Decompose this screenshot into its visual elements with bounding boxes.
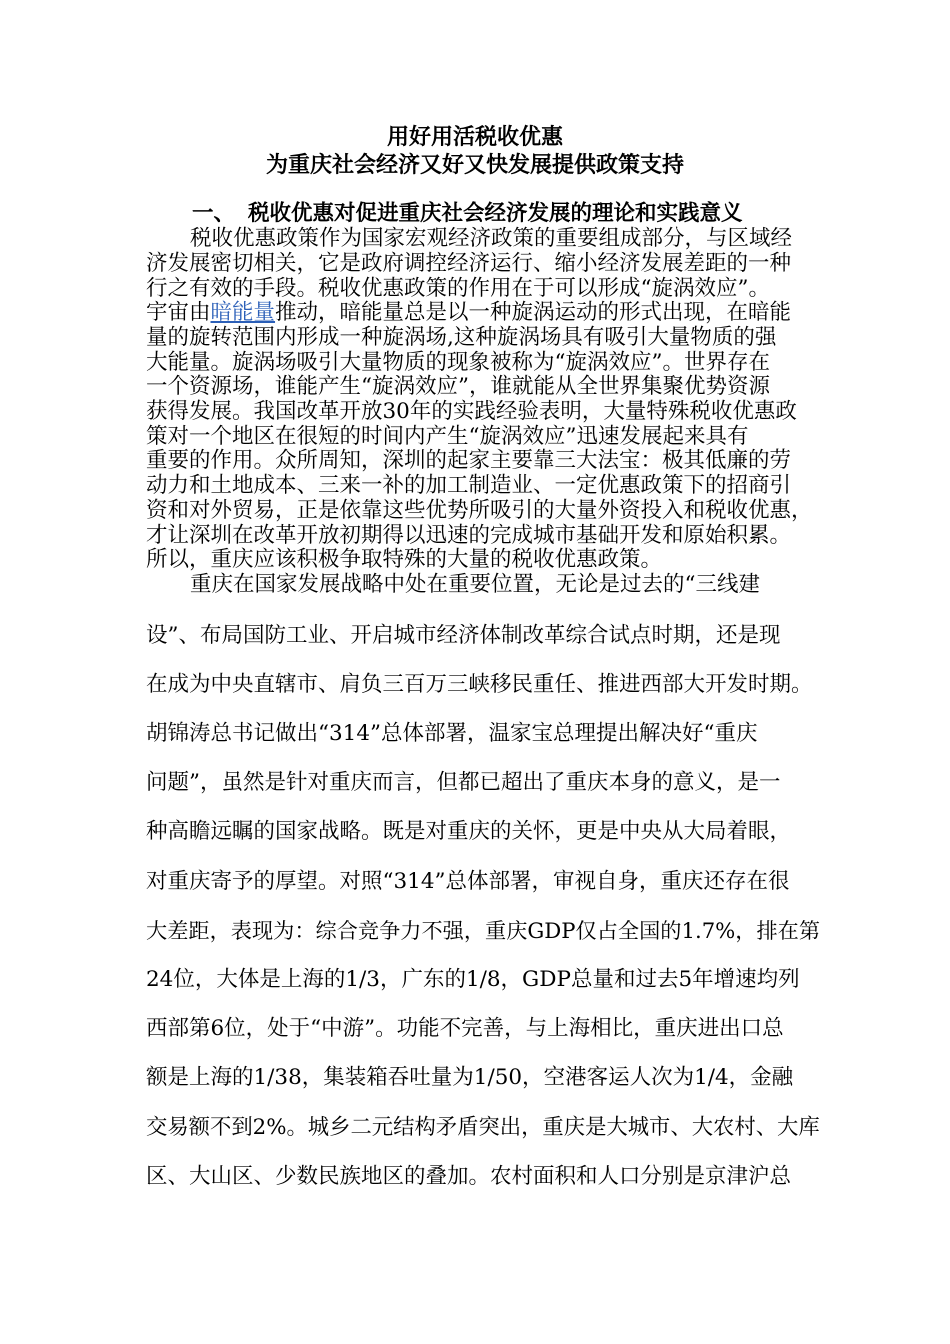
text-line: 交易额不到2%。城乡二元结构矛盾突出，重庆是大城市、大农村、大库 xyxy=(146,1115,820,1140)
dark-energy-link[interactable]: 暗能量 xyxy=(210,300,276,325)
text-line: 税收优惠政策作为国家宏观经济政策的重要组成部分，与区域经 xyxy=(190,226,793,251)
text-line: 一个资源场，谁能产生“旋涡效应”，谁就能从全世界集聚优势资源 xyxy=(146,374,770,399)
text-line: 策对一个地区在很短的时间内产生“旋涡效应”迅速发展起来具有 xyxy=(146,424,749,449)
section-heading xyxy=(192,200,743,228)
text-line: 所以，重庆应该积极争取特殊的大量的税收优惠政策。 xyxy=(146,547,663,572)
text-line: 在成为中央直辖市、肩负三百万三峡移民重任、推进西部大开发时期。 xyxy=(146,672,813,697)
section-heading-text: 税收优惠对促进重庆社会经济发展的理论和实践意义 xyxy=(248,201,743,226)
text-line: 问题”，虽然是针对重庆而言，但都已超出了重庆本身的意义，是一 xyxy=(146,770,781,795)
text-line: 重庆在国家发展战略中处在重要位置，无论是过去的“三线建 xyxy=(190,572,760,597)
text-line: 才让深圳在改革开放初期得以迅速的完成城市基础开发和原始积累。 xyxy=(146,523,792,548)
text-line: 额是上海的1/38，集装箱吞吐量为1/50，空港客运人次为1/4，金融 xyxy=(146,1065,794,1090)
text-segment: 推动，暗能量总是以一种旋涡运动的形式出现，在暗能 xyxy=(275,300,792,325)
document-title-line2: 为重庆社会经济又好又快发展提供政策支持 xyxy=(265,152,684,178)
text-line: 种高瞻远瞩的国家战略。既是对重庆的关怀，更是中央从大局着眼， xyxy=(146,819,792,844)
text-line: 胡锦涛总书记做出“314”总体部署，温家宝总理提出解决好“重庆 xyxy=(146,721,758,746)
section-number: 一、 xyxy=(192,201,236,226)
text-line: 获得发展。我国改革开放30年的实践经验表明，大量特殊税收优惠政 xyxy=(146,399,797,424)
text-line: 设”、布局国防工业、开启城市经济体制改革综合试点时期，还是现 xyxy=(146,623,781,648)
text-line: 量的旋转范围内形成一种旋涡场,这种旋涡场具有吸引大量物质的强 xyxy=(146,325,777,350)
text-line: 大差距，表现为：综合竞争力不强，重庆GDP仅占全国的1.7%，排在第 xyxy=(146,918,821,943)
text-line xyxy=(146,300,791,326)
text-line: 区、大山区、少数民族地区的叠加。农村面积和人口分别是京津沪总 xyxy=(146,1164,792,1189)
text-line: 行之有效的手段。税收优惠政策的作用在于可以形成“旋涡效应”。 xyxy=(146,276,770,301)
document-title-line1: 用好用活税收优惠 xyxy=(386,124,563,150)
text-segment: 宇宙由 xyxy=(146,300,211,325)
text-line: 资和对外贸易，正是依靠这些优势所吸引的大量外资投入和税收优惠， xyxy=(146,498,813,523)
text-line: 重要的作用。众所周知，深圳的起家主要靠三大法宝：极其低廉的劳 xyxy=(146,448,792,473)
text-line: 济发展密切相关，它是政府调控经济运行、缩小经济发展差距的一种 xyxy=(146,251,792,276)
text-line: 西部第6位，处于“中游”。功能不完善，与上海相比，重庆进出口总 xyxy=(146,1016,784,1041)
text-line: 大能量。旋涡场吸引大量物质的现象被称为“旋涡效应”。世界存在 xyxy=(146,350,770,375)
text-line: 对重庆寄予的厚望。对照“314”总体部署，审视自身，重庆还存在很 xyxy=(146,869,790,894)
text-line: 24位，大体是上海的1/3，广东的1/8，GDP总量和过去5年增速均列 xyxy=(146,967,800,992)
text-line: 动力和土地成本、三来一补的加工制造业、一定优惠政策下的招商引 xyxy=(146,473,792,498)
